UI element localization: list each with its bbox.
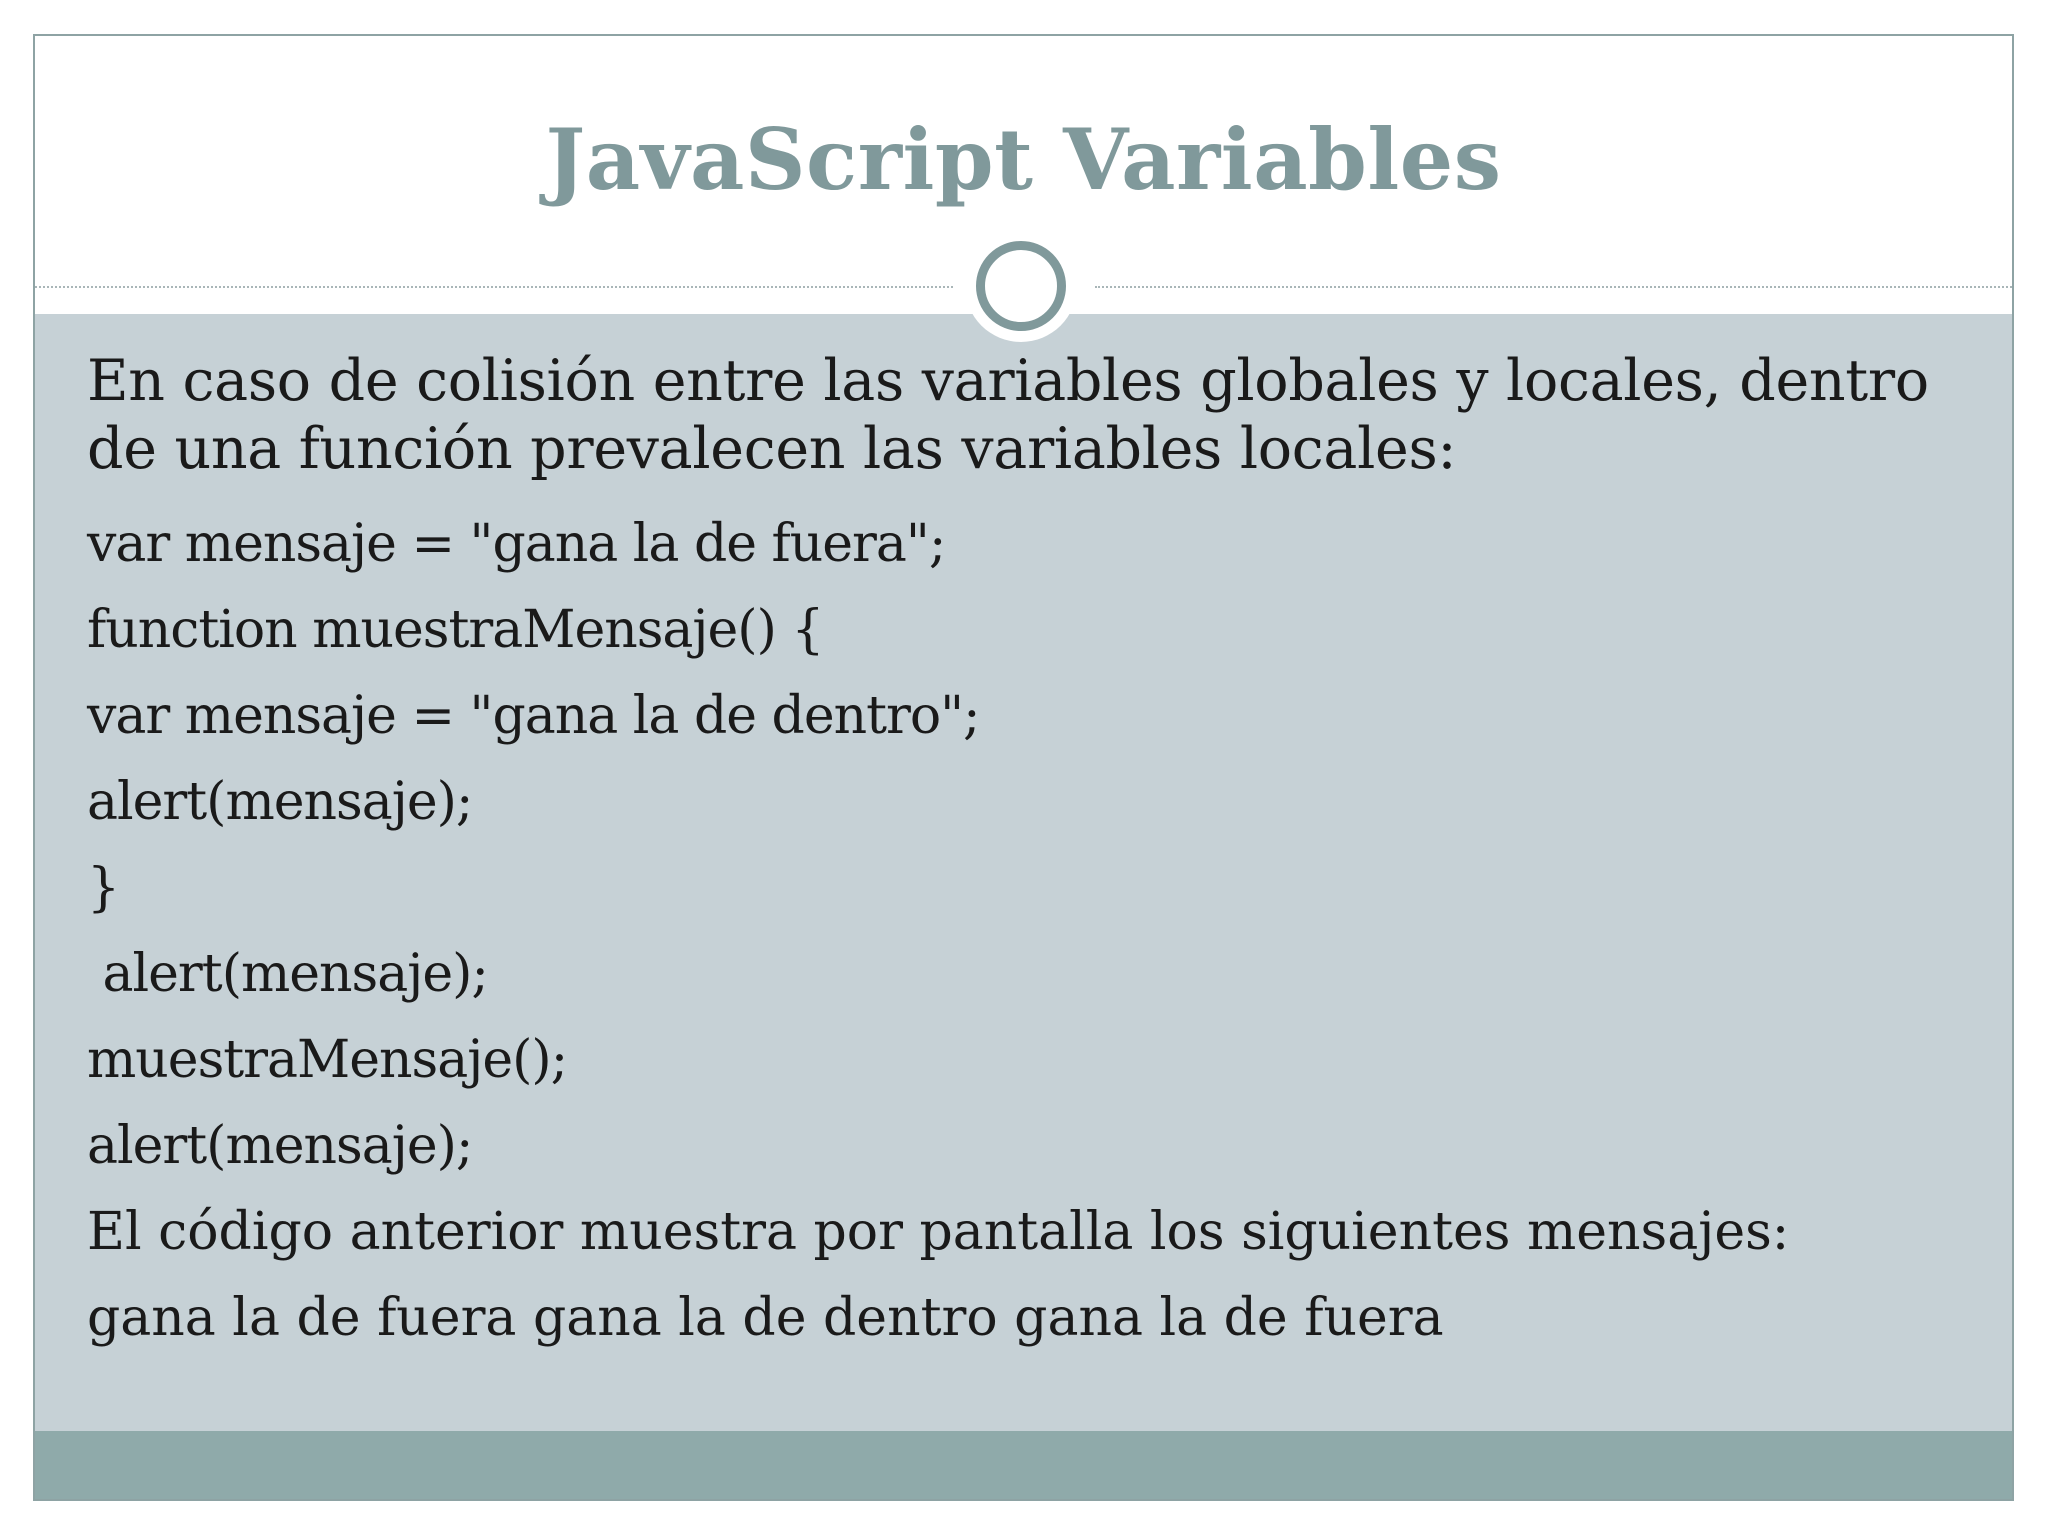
footer-bar	[35, 1431, 2012, 1499]
slide-title: JavaScript Variables	[545, 110, 1502, 209]
code-line: function muestraMensaje() {	[87, 600, 824, 660]
code-line: alert(mensaje);	[87, 772, 473, 832]
code-line: muestraMensaje();	[87, 1030, 568, 1090]
explanation-paragraph: El código anterior muestra por pantalla los siguientes mensajes:	[87, 1202, 1790, 1262]
intro-paragraph: En caso de colisión entre las variables globales y locales, dentro de una función prevalecen las variables locales:	[87, 348, 1929, 482]
code-line: var mensaje = "gana la de fuera";	[87, 514, 946, 574]
code-line: }	[87, 858, 120, 918]
code-line: alert(mensaje);	[87, 944, 488, 1004]
result-paragraph: gana la de fuera gana la de dentro gana la de fuera	[87, 1288, 1444, 1348]
slide-body	[87, 347, 1987, 1361]
circle-ring-icon	[965, 230, 1077, 342]
code-line: var mensaje = "gana la de dentro";	[87, 686, 980, 746]
title-divider-right	[1095, 286, 2014, 288]
code-line: alert(mensaje);	[87, 1116, 473, 1176]
slide	[33, 34, 2014, 1501]
circle-ring-inner	[976, 241, 1066, 331]
title-divider-left	[35, 286, 953, 288]
